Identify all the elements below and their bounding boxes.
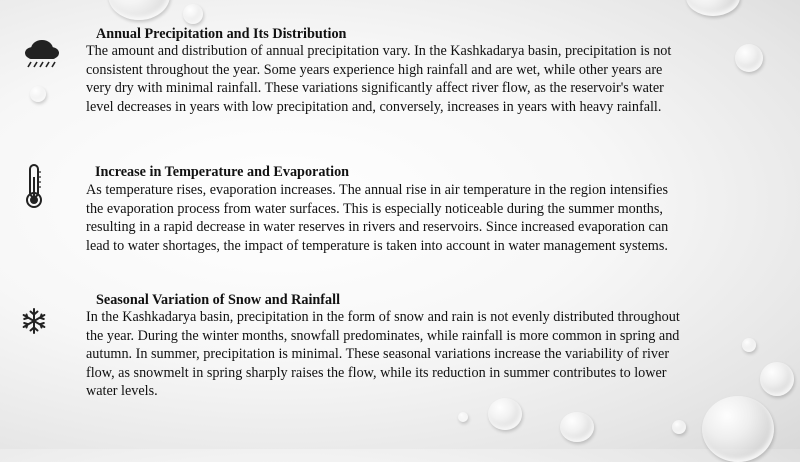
water-droplet-decoration [488, 398, 522, 430]
water-droplet-decoration [30, 86, 46, 102]
water-droplet-decoration [702, 396, 774, 462]
water-droplet-decoration [560, 412, 594, 442]
snowflake-icon [20, 307, 48, 335]
section-body: As temperature rises, evaporation increases. The annual rise in air temperature in the region intensifies the evaporation process from water surfaces. This is especially noticeable during the summer months, resulting in a rapid decrease in water reserves in rivers and reservoirs. Since increased evaporation can lead to water shortages, the impact of temperature is taken into account in water management systems. [86, 182, 669, 254]
section-title: Seasonal Variation of Snow and Rainfall [96, 292, 341, 308]
water-droplet-decoration [183, 4, 203, 24]
water-droplet-decoration [686, 0, 740, 16]
section-title: Annual Precipitation and Its Distribution [96, 26, 347, 42]
water-droplet-decoration [760, 362, 794, 396]
water-droplet-decoration [108, 0, 170, 20]
thermometer-icon [23, 163, 45, 209]
rain-cloud-icon [22, 36, 62, 70]
water-droplet-decoration [742, 338, 756, 352]
section-body: In the Kashkadarya basin, precipitation in the form of snow and rain is not evenly distributed throughout the year. During the winter months, snowfall predominates, while rainfall is more common in spring and autumn. In summer, precipitation is minimal. These seasonal variations increase the variability of river flow, as snowmelt in spring sharply raises the flow, while its reduction in summer contributes to lower water levels. [86, 309, 680, 400]
section-body: The amount and distribution of annual precipitation vary. In the Kashkadarya basin, precipitation is not consistent throughout the year. Some years experience high rainfall and are wet, while other years are very dry with minimal rainfall. These variations significantly affect river flow, as the reservoir's water level decreases in years with low precipitation and, conversely, increases in years with heavy rainfall. [86, 43, 672, 115]
water-droplet-decoration [458, 412, 468, 422]
water-droplet-decoration [672, 420, 686, 434]
section-title: Increase in Temperature and Evaporation [95, 164, 350, 180]
water-droplet-decoration [735, 44, 763, 72]
